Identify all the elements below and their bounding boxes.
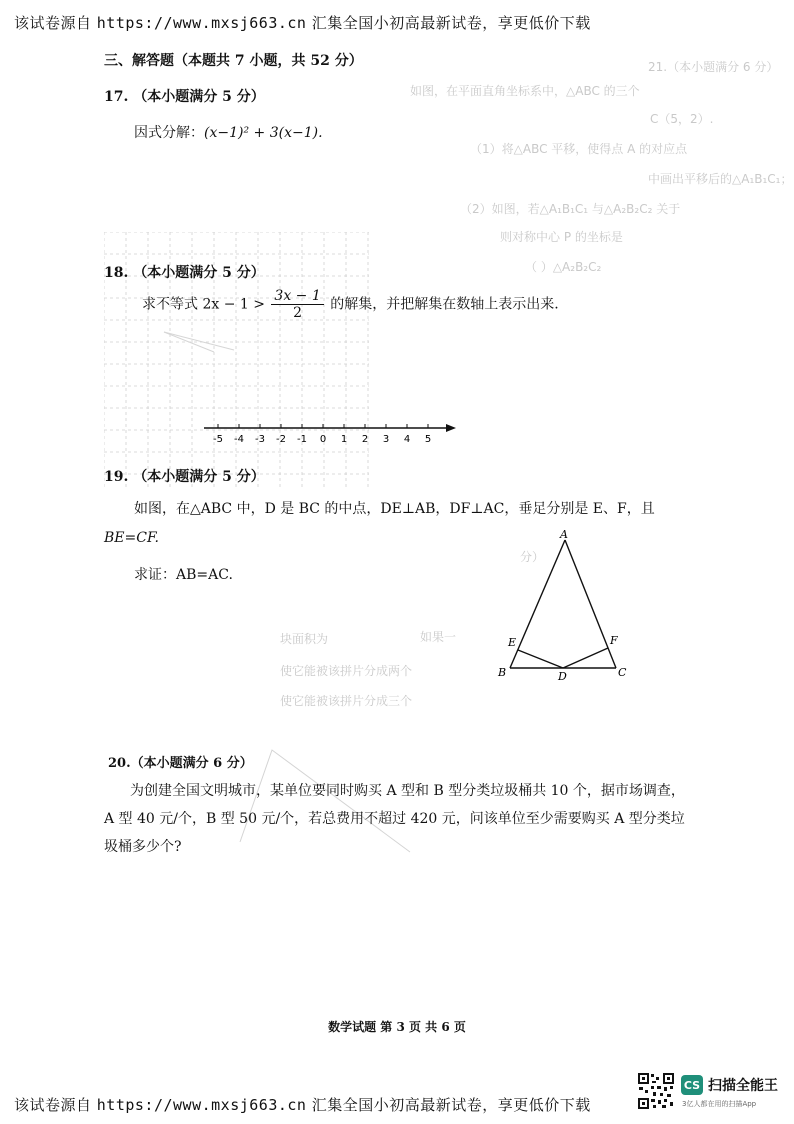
- label-b: B: [498, 666, 507, 679]
- number-line-tick-label: 1: [340, 434, 348, 445]
- q18-fraction-denominator: 2: [293, 305, 303, 321]
- q18-prompt-start: 求不等式 2x − 1 >: [142, 296, 270, 313]
- ghost-text: （2）如图，若△A₁B₁C₁ 与△A₂B₂C₂ 关于: [460, 202, 681, 216]
- ghost-triangle: [230, 742, 420, 862]
- ghost-text: 如果一: [420, 630, 457, 644]
- ghost-text: （1）将△ABC 平移，使得点 A 的对应点: [470, 142, 688, 156]
- banner-url[interactable]: https://www.mxsj663.cn: [96, 14, 307, 32]
- q20-header: 20.（本小题满分 6 分）: [108, 756, 253, 771]
- ghost-text: 中画出平移后的△A₁B₁C₁；: [648, 172, 793, 186]
- ghost-text: 如图，在平面直角坐标系中，△ABC 的三个: [410, 84, 640, 98]
- q18-prompt-end: 的解集，并把解集在数轴上表示出来.: [325, 296, 559, 313]
- label-d: D: [558, 670, 567, 683]
- q19-prove: 求证：AB=AC.: [134, 567, 233, 583]
- scanner-app-name: 扫描全能王: [708, 1078, 778, 1094]
- q18-fraction: [271, 288, 323, 321]
- segment-df: [563, 648, 608, 668]
- banner-url[interactable]: https://www.mxsj663.cn: [96, 1096, 307, 1114]
- q18-header: 18. （本小题满分 5 分）: [104, 265, 265, 281]
- number-line-tick-label: -4: [234, 434, 244, 445]
- ghost-text: 块面积为: [280, 632, 329, 646]
- ghost-text: 21.（本小题满分 6 分）: [648, 60, 779, 74]
- banner-suffix: 汇集全国小初高最新试卷，享更低价下载: [306, 14, 591, 32]
- top-source-banner: [14, 12, 591, 33]
- qr-code-icon[interactable]: [637, 1072, 675, 1110]
- ghost-text: 则对称中心 P 的坐标是: [500, 230, 623, 244]
- label-a: A: [560, 528, 568, 541]
- scanner-app-tagline: 3亿人都在用的扫描App: [682, 1100, 757, 1108]
- number-line-tick-label: 4: [403, 434, 411, 445]
- number-line: [200, 414, 460, 450]
- page-footer: 数学试题 第 3 页 共 6 页: [328, 1020, 466, 1034]
- q17-body: [134, 122, 323, 142]
- number-line-tick-label: 5: [424, 434, 432, 445]
- number-line-tick-label: 0: [319, 434, 327, 445]
- q17-expression: (x−1)² + 3(x−1).: [204, 125, 323, 141]
- q20-line-3: 圾桶多少个?: [104, 839, 182, 855]
- number-line-tick-label: -3: [255, 434, 265, 445]
- number-line-tick-label: -2: [276, 434, 286, 445]
- label-f: F: [610, 634, 618, 647]
- q17-prompt: 因式分解：: [134, 125, 204, 141]
- banner-prefix: 该试卷源自: [14, 14, 97, 32]
- number-line-tick-label: -5: [213, 434, 223, 445]
- q18-body: [142, 288, 559, 321]
- segment-ab: [510, 540, 565, 668]
- camscanner-logo-icon: CS: [681, 1075, 703, 1095]
- label-c: C: [618, 666, 627, 679]
- q17-header: 17. （本小题满分 5 分）: [104, 89, 265, 105]
- q18-fraction-numerator: 3x − 1: [271, 288, 323, 305]
- q19-line-1: 如图，在△ABC 中，D 是 BC 的中点，DE⊥AB，DF⊥AC，垂足分别是 E、F，且: [134, 501, 655, 517]
- number-line-tick-label: -1: [297, 434, 307, 445]
- triangle-figure: [494, 526, 634, 686]
- number-line-tick-label: 3: [382, 434, 390, 445]
- number-line-tick-label: 2: [361, 434, 369, 445]
- segment-ac: [565, 540, 616, 668]
- ghost-text: 分）: [520, 550, 545, 564]
- bottom-source-banner: [14, 1094, 591, 1115]
- segment-de: [518, 650, 563, 668]
- section-title: 三、解答题（本题共 7 小题，共 52 分）: [104, 53, 363, 69]
- q20-line-2: A 型 40 元/个，B 型 50 元/个，若总费用不超过 420 元，问该单位至少需要购买 A 型分类垃: [104, 811, 685, 827]
- banner-prefix: 该试卷源自: [14, 1096, 97, 1114]
- ghost-text: 使它能被该拼片分成两个: [280, 664, 413, 678]
- q19-line-2: BE=CF.: [104, 530, 159, 546]
- ghost-text: 使它能被该拼片分成三个: [280, 694, 413, 708]
- ghost-text: （ ）△A₂B₂C₂: [525, 260, 602, 274]
- ghost-text: C（5，2）.: [650, 112, 714, 126]
- number-line-arrow-icon: [446, 424, 456, 432]
- banner-suffix: 汇集全国小初高最新试卷，享更低价下载: [306, 1096, 591, 1114]
- label-e: E: [508, 636, 517, 649]
- q19-header: 19. （本小题满分 5 分）: [104, 469, 265, 485]
- q20-line-1: 为创建全国文明城市，某单位要同时购买 A 型和 B 型分类垃圾桶共 10 个，据市场调查，: [130, 783, 685, 799]
